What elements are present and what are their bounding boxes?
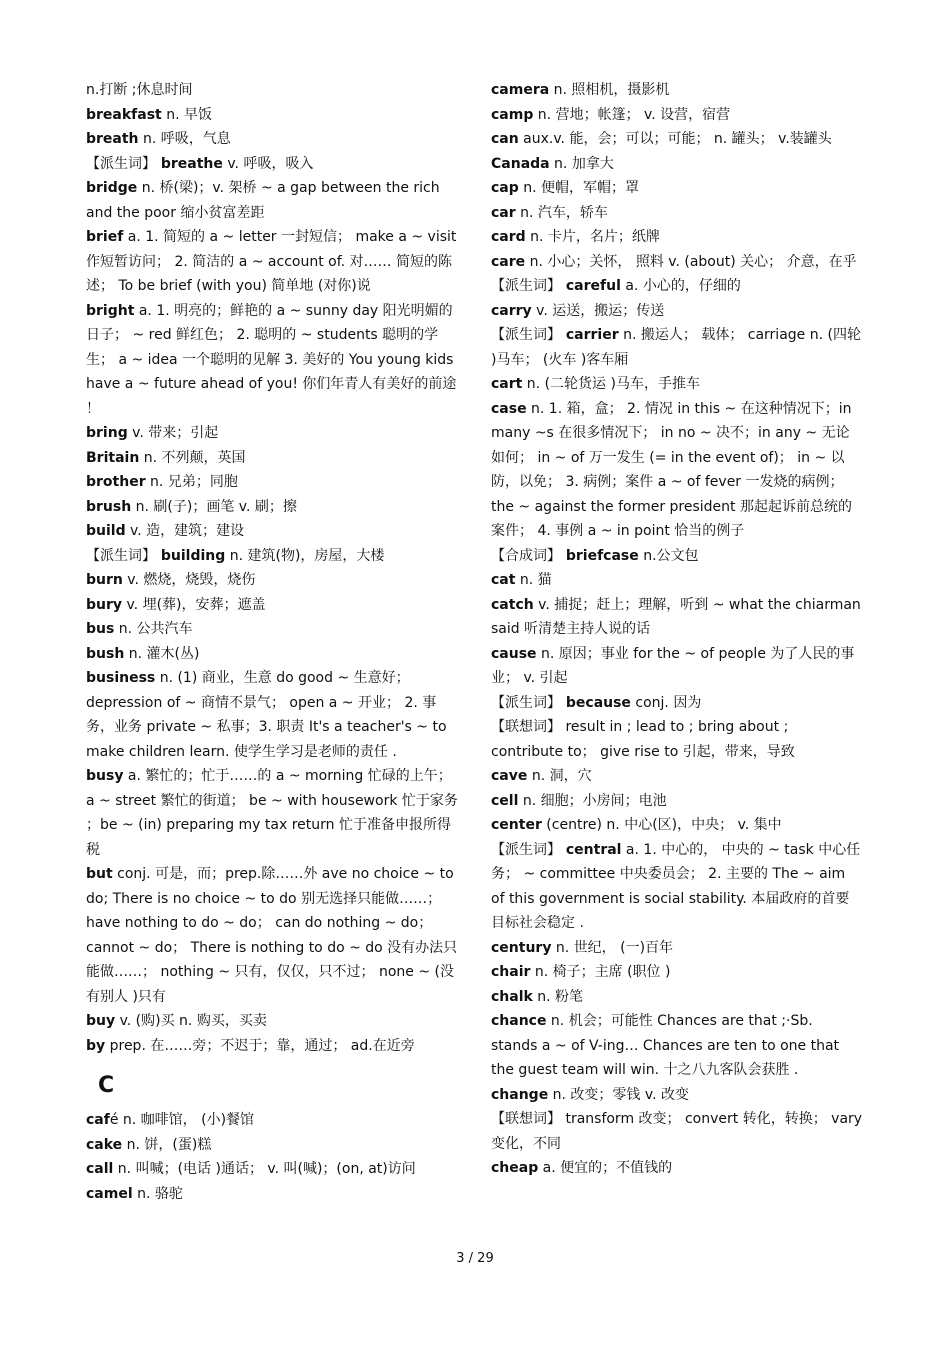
dictionary-entry bbox=[86, 225, 458, 299]
entry-headword: century bbox=[491, 939, 552, 956]
entry-definition: n. 桥(梁)；v. 架桥 ~ a gap between the rich and the poor 缩小贫富差距 bbox=[86, 180, 440, 221]
entry-definition: n. 骆驼 bbox=[132, 1185, 183, 1202]
entry-tag: 【派生词】 bbox=[86, 155, 156, 172]
entry-definition: n.打断 ;休息时间 bbox=[86, 82, 193, 98]
entry-tag: 【派生词】 bbox=[491, 327, 561, 343]
dictionary-entry bbox=[491, 715, 863, 764]
entry-definition: a. 1. 简短的 a ~ letter 一封短信； make a ~ visit 作短暂访问； 2. 简洁的 a ~ account of. 对…… 简短的陈述； To be brief (with you) 简单地 (对你)说 bbox=[86, 229, 457, 294]
dictionary-entry bbox=[86, 544, 458, 569]
dictionary-entry bbox=[86, 152, 458, 177]
entry-definition: n. 小心；关怀， 照料 v. (about) 关心； 介意，在乎 bbox=[525, 253, 857, 270]
dictionary-entry bbox=[491, 568, 863, 593]
entry-definition: aux.v. 能，会；可以；可能； n. 罐头； v.装罐头 bbox=[518, 131, 832, 147]
entry-definition: n. 改变；零钱 v. 改变 bbox=[548, 1086, 689, 1103]
entry-headword: chalk bbox=[491, 988, 533, 1005]
dictionary-entry bbox=[491, 225, 863, 250]
entry-definition: n. 搬运人； 载体； carriage n. (四轮 )马车； (火车 )客车厢 bbox=[491, 327, 861, 368]
entry-headword: camp bbox=[491, 106, 534, 123]
entry-definition: n. (二轮货运 )马车，手推车 bbox=[522, 376, 700, 392]
entry-headword: briefcase bbox=[561, 547, 639, 564]
entry-definition: n. 原因；事业 for the ~ of people 为了人民的事业； v. 引起 bbox=[491, 645, 855, 686]
entry-headword: building bbox=[156, 547, 226, 564]
entry-definition: v. 捕捉；赶上；理解，听到 ~ what the chiarman said 听清楚主持人说的话 bbox=[491, 596, 861, 637]
page-number: 3 / 29 bbox=[456, 1251, 494, 1266]
dictionary-entry bbox=[86, 1157, 458, 1182]
entry-headword: carrier bbox=[561, 327, 619, 343]
dictionary-entry bbox=[491, 274, 863, 299]
dictionary-entry bbox=[491, 152, 863, 177]
entry-headword: brother bbox=[86, 474, 146, 490]
entry-definition: n. 呼吸，气息 bbox=[138, 131, 231, 147]
entry-definition: n. 建筑(物)，房屋，大楼 bbox=[225, 547, 385, 564]
entry-headword: bush bbox=[86, 645, 125, 662]
entry-headword: camel bbox=[86, 1185, 133, 1202]
dictionary-entry bbox=[491, 201, 863, 226]
dictionary-entry bbox=[491, 176, 863, 201]
dictionary-entry bbox=[491, 838, 863, 936]
entry-definition: v. 造，建筑；建设 bbox=[125, 523, 245, 539]
entry-definition: conj. 可是，而；prep.除……外 ave no choice ~ to do; There is no choice ~ to do 别无选择只能做……； have nothing to do ~ do； can do nothing ~ do； cannot ~ do； There is nothing to do ~ do 没有办法只能做……； nothing ~ 只有，仅仅，只不过； none ~ (没有别人 )只有 bbox=[86, 866, 458, 1005]
dictionary-entry bbox=[86, 593, 458, 618]
entry-headword: cheap bbox=[491, 1160, 539, 1176]
dictionary-entry bbox=[86, 299, 458, 422]
entry-headword: cart bbox=[491, 376, 523, 392]
entry-definition: a. 便宜的；不值钱的 bbox=[538, 1160, 673, 1176]
dictionary-entry bbox=[86, 862, 458, 1009]
dictionary-entry bbox=[491, 642, 863, 691]
dictionary-entry bbox=[86, 495, 458, 520]
entry-headword: catch bbox=[491, 596, 534, 613]
entry-headword: car bbox=[491, 204, 516, 221]
entry-headword: cause bbox=[491, 645, 537, 662]
entry-definition: n. 早饭 bbox=[161, 106, 212, 123]
entry-definition: n. 细胞；小房间；电池 bbox=[518, 792, 667, 809]
entry-definition: n. (1) 商业，生意 do good ~ 生意好； depression of ~ 商情不景气； open a ~ 开业； 2. 事务，业务 private ~ 私事；3. 职责 It's a teacher's ~ to make children learn. 使学生学习是老师的责任 . bbox=[86, 670, 447, 760]
entry-headword: cake bbox=[86, 1136, 123, 1153]
dictionary-entry bbox=[86, 1108, 458, 1133]
entry-headword: can bbox=[491, 131, 519, 147]
entry-definition: conj. 因为 bbox=[630, 694, 702, 711]
section-letter: C bbox=[98, 1073, 115, 1098]
entry-headword: careful bbox=[561, 278, 621, 294]
dictionary-entry bbox=[491, 1083, 863, 1108]
entry-definition: n. 加拿大 bbox=[549, 155, 614, 172]
dictionary-entry bbox=[491, 78, 863, 103]
dictionary-entry bbox=[491, 1156, 863, 1181]
dictionary-entry bbox=[491, 544, 863, 569]
dictionary-entry bbox=[491, 103, 863, 128]
entry-headword: caf bbox=[86, 1112, 110, 1128]
dictionary-entry bbox=[491, 372, 863, 397]
dictionary-entry bbox=[491, 985, 863, 1010]
entry-headword: carry bbox=[491, 302, 532, 319]
entry-definition: n. 机会；可能性 Chances are that ;·Sb. stands a ~ of V-ing… Chances are ten to one that the guest team will win. 十之八九客队会获胜 . bbox=[491, 1013, 840, 1078]
entry-definition: n. 粉笔 bbox=[532, 988, 584, 1005]
entry-headword: bright bbox=[86, 302, 135, 319]
entry-headword: breakfast bbox=[86, 106, 162, 123]
dictionary-entry bbox=[491, 127, 863, 152]
entry-definition: v. 带来；引起 bbox=[127, 425, 219, 441]
entry-definition: n. 饼，(蛋)糕 bbox=[122, 1136, 212, 1153]
dictionary-entry bbox=[491, 250, 863, 275]
dictionary-entry bbox=[86, 764, 458, 862]
entry-tag: 【派生词】 bbox=[491, 841, 561, 858]
entry-definition: n. 公共汽车 bbox=[114, 621, 193, 637]
entry-headword: camera bbox=[491, 82, 550, 98]
entry-headword: cave bbox=[491, 768, 528, 784]
entry-headword: chair bbox=[491, 964, 531, 980]
entry-tag: 【联想词】 bbox=[491, 719, 561, 735]
entry-definition: é n. 咖啡馆， (小)餐馆 bbox=[109, 1112, 255, 1128]
entry-headword: bridge bbox=[86, 180, 138, 196]
entry-definition: transform 改变； convert 转化，转换； vary 变化，不同 bbox=[491, 1111, 863, 1152]
entry-headword: brief bbox=[86, 229, 124, 245]
dictionary-entry bbox=[491, 691, 863, 716]
dictionary-entry bbox=[491, 936, 863, 961]
dictionary-entry bbox=[86, 1182, 458, 1207]
dictionary-entry bbox=[86, 1009, 458, 1034]
dictionary-entry bbox=[86, 1034, 458, 1059]
entry-definition: a. 1. 明亮的；鲜艳的 a ~ sunny day 阳光明媚的日子； ~ red 鲜红色； 2. 聪明的 ~ students 聪明的学生； a ~ idea 一个聪明的见解 3. 美好的 You young kids have a ~ future ahead of you! 你们年青人有美好的前途 ！ bbox=[86, 302, 457, 417]
entry-headword: cat bbox=[491, 572, 516, 588]
dictionary-entry bbox=[86, 642, 458, 667]
entry-definition: v. 呼吸，吸入 bbox=[222, 155, 314, 172]
entry-definition: prep. 在……旁；不迟于；靠，通过； ad.在近旁 bbox=[105, 1037, 415, 1054]
entry-definition: v. 运送，搬运；传送 bbox=[531, 302, 665, 319]
entry-definition: a. 1. 中心的， 中央的 ~ task 中心任务； ~ committee 中央委员会； 2. 主要的 The ~ aim of this government is social stability. 本届政府的首要目标社会稳定 . bbox=[491, 841, 861, 931]
entry-definition: n. 营地；帐篷； v. 设营，宿营 bbox=[533, 106, 731, 123]
entry-definition: n. 卡片，名片；纸牌 bbox=[525, 229, 660, 245]
dictionary-entry bbox=[86, 519, 458, 544]
entry-headword: buy bbox=[86, 1013, 116, 1029]
dictionary-entry bbox=[491, 813, 863, 838]
entry-headword: Canada bbox=[491, 155, 550, 172]
entry-definition: n. 不列颠，英国 bbox=[139, 449, 246, 466]
entry-headword: change bbox=[491, 1086, 549, 1103]
entry-definition: a. 小心的，仔细的 bbox=[620, 278, 741, 294]
entry-headword: busy bbox=[86, 768, 124, 784]
entry-headword: chance bbox=[491, 1013, 547, 1029]
entry-definition: n. 世纪， (一)百年 bbox=[551, 939, 674, 956]
dictionary-entry bbox=[491, 764, 863, 789]
dictionary-entry bbox=[491, 1107, 863, 1156]
entry-headword: burn bbox=[86, 572, 123, 588]
dictionary-entry bbox=[86, 666, 458, 764]
entry-headword: Britain bbox=[86, 449, 140, 466]
entry-headword: by bbox=[86, 1037, 106, 1054]
entry-definition: n. 刷(子)；画笔 v. 刷；擦 bbox=[131, 498, 297, 515]
dictionary-entry bbox=[86, 446, 458, 471]
entry-headword: bury bbox=[86, 596, 123, 613]
entry-headword: but bbox=[86, 866, 113, 882]
entry-tag: 【派生词】 bbox=[491, 278, 561, 294]
entry-headword: central bbox=[561, 841, 622, 858]
entry-headword: card bbox=[491, 229, 526, 245]
dictionary-entry bbox=[86, 127, 458, 152]
entry-headword: breathe bbox=[156, 155, 223, 172]
left-column bbox=[86, 78, 458, 1206]
entry-definition: n. 椅子；主席 (职位 ) bbox=[530, 964, 671, 980]
dictionary-entry bbox=[86, 176, 458, 225]
entry-definition: n. 汽车，轿车 bbox=[515, 204, 608, 221]
entry-headword: case bbox=[491, 400, 527, 417]
dictionary-entry bbox=[86, 617, 458, 642]
entry-definition: n. 猫 bbox=[515, 572, 552, 588]
entry-definition: n. 叫喊；(电话 )通话； v. 叫(喊)；(on, at)访问 bbox=[113, 1161, 416, 1177]
dictionary-entry bbox=[491, 789, 863, 814]
entry-tag: 【联想词】 bbox=[491, 1111, 561, 1127]
entry-headword: because bbox=[561, 694, 631, 711]
entry-headword: call bbox=[86, 1161, 114, 1177]
right-column bbox=[491, 78, 863, 1181]
entry-definition: n. 照相机，摄影机 bbox=[549, 82, 670, 98]
entry-headword: center bbox=[491, 817, 542, 833]
entry-definition: n. 兄弟；同胞 bbox=[145, 474, 238, 490]
entry-headword: bring bbox=[86, 425, 128, 441]
entry-definition: a. 繁忙的；忙于……的 a ~ morning 忙碌的上午； a ~ street 繁忙的街道； be ~ with housework 忙于家务 ；be ~ (in) preparing my tax return 忙于准备申报所得税 bbox=[86, 768, 458, 858]
entry-definition: result in ; lead to ; bring about ; contribute to； give rise to 引起，带来，导致 bbox=[491, 719, 795, 760]
entry-definition: n. 洞，穴 bbox=[527, 768, 592, 784]
dictionary-entry bbox=[491, 397, 863, 544]
entry-headword: brush bbox=[86, 498, 132, 515]
dictionary-entry bbox=[86, 103, 458, 128]
entry-headword: build bbox=[86, 523, 126, 539]
entry-headword: breath bbox=[86, 131, 139, 147]
entry-definition: n. 便帽，军帽；罩 bbox=[518, 180, 640, 196]
dictionary-entry bbox=[491, 1009, 863, 1083]
entry-definition: n. 1. 箱，盒； 2. 情况 in this ~ 在这种情况下；in many ~s 在很多情况下； in no ~ 决不；in any ~ 无论如何； in ~ of 万一发生 (= in the event of)； in ~ 以防，以免； 3. 病例；案件 a ~ of fever 一发烧的病例； the ~ against the former president 那起起诉前总统的案件； 4. 事例 a ~ in point 恰当的例子 bbox=[491, 400, 852, 539]
dictionary-entry bbox=[86, 78, 458, 103]
entry-definition: n.公文包 bbox=[638, 547, 699, 564]
entry-tag: 【派生词】 bbox=[491, 694, 561, 711]
entry-headword: cell bbox=[491, 792, 519, 809]
entry-tag: 【派生词】 bbox=[86, 547, 156, 564]
dictionary-entry bbox=[86, 1133, 458, 1158]
dictionary-entry bbox=[491, 593, 863, 642]
entry-definition: v. (购)买 n. 购买，买卖 bbox=[115, 1013, 267, 1029]
entry-definition: (centre) n. 中心(区)，中央； v. 集中 bbox=[541, 817, 782, 833]
dictionary-entry bbox=[86, 421, 458, 446]
entry-definition: n. 灌木(丛) bbox=[124, 645, 200, 662]
dictionary-entry bbox=[491, 299, 863, 324]
dictionary-entry bbox=[86, 568, 458, 593]
entry-headword: care bbox=[491, 253, 526, 270]
dictionary-entry bbox=[491, 960, 863, 985]
dictionary-entry bbox=[86, 470, 458, 495]
entry-definition: v. 埋(葬)，安葬；遮盖 bbox=[122, 596, 266, 613]
entry-headword: cap bbox=[491, 180, 519, 196]
entry-headword: business bbox=[86, 670, 156, 686]
entry-headword: bus bbox=[86, 621, 115, 637]
entry-definition: v. 燃烧，烧毁，烧伤 bbox=[122, 572, 256, 588]
entry-tag: 【合成词】 bbox=[491, 547, 561, 564]
dictionary-entry bbox=[491, 323, 863, 372]
